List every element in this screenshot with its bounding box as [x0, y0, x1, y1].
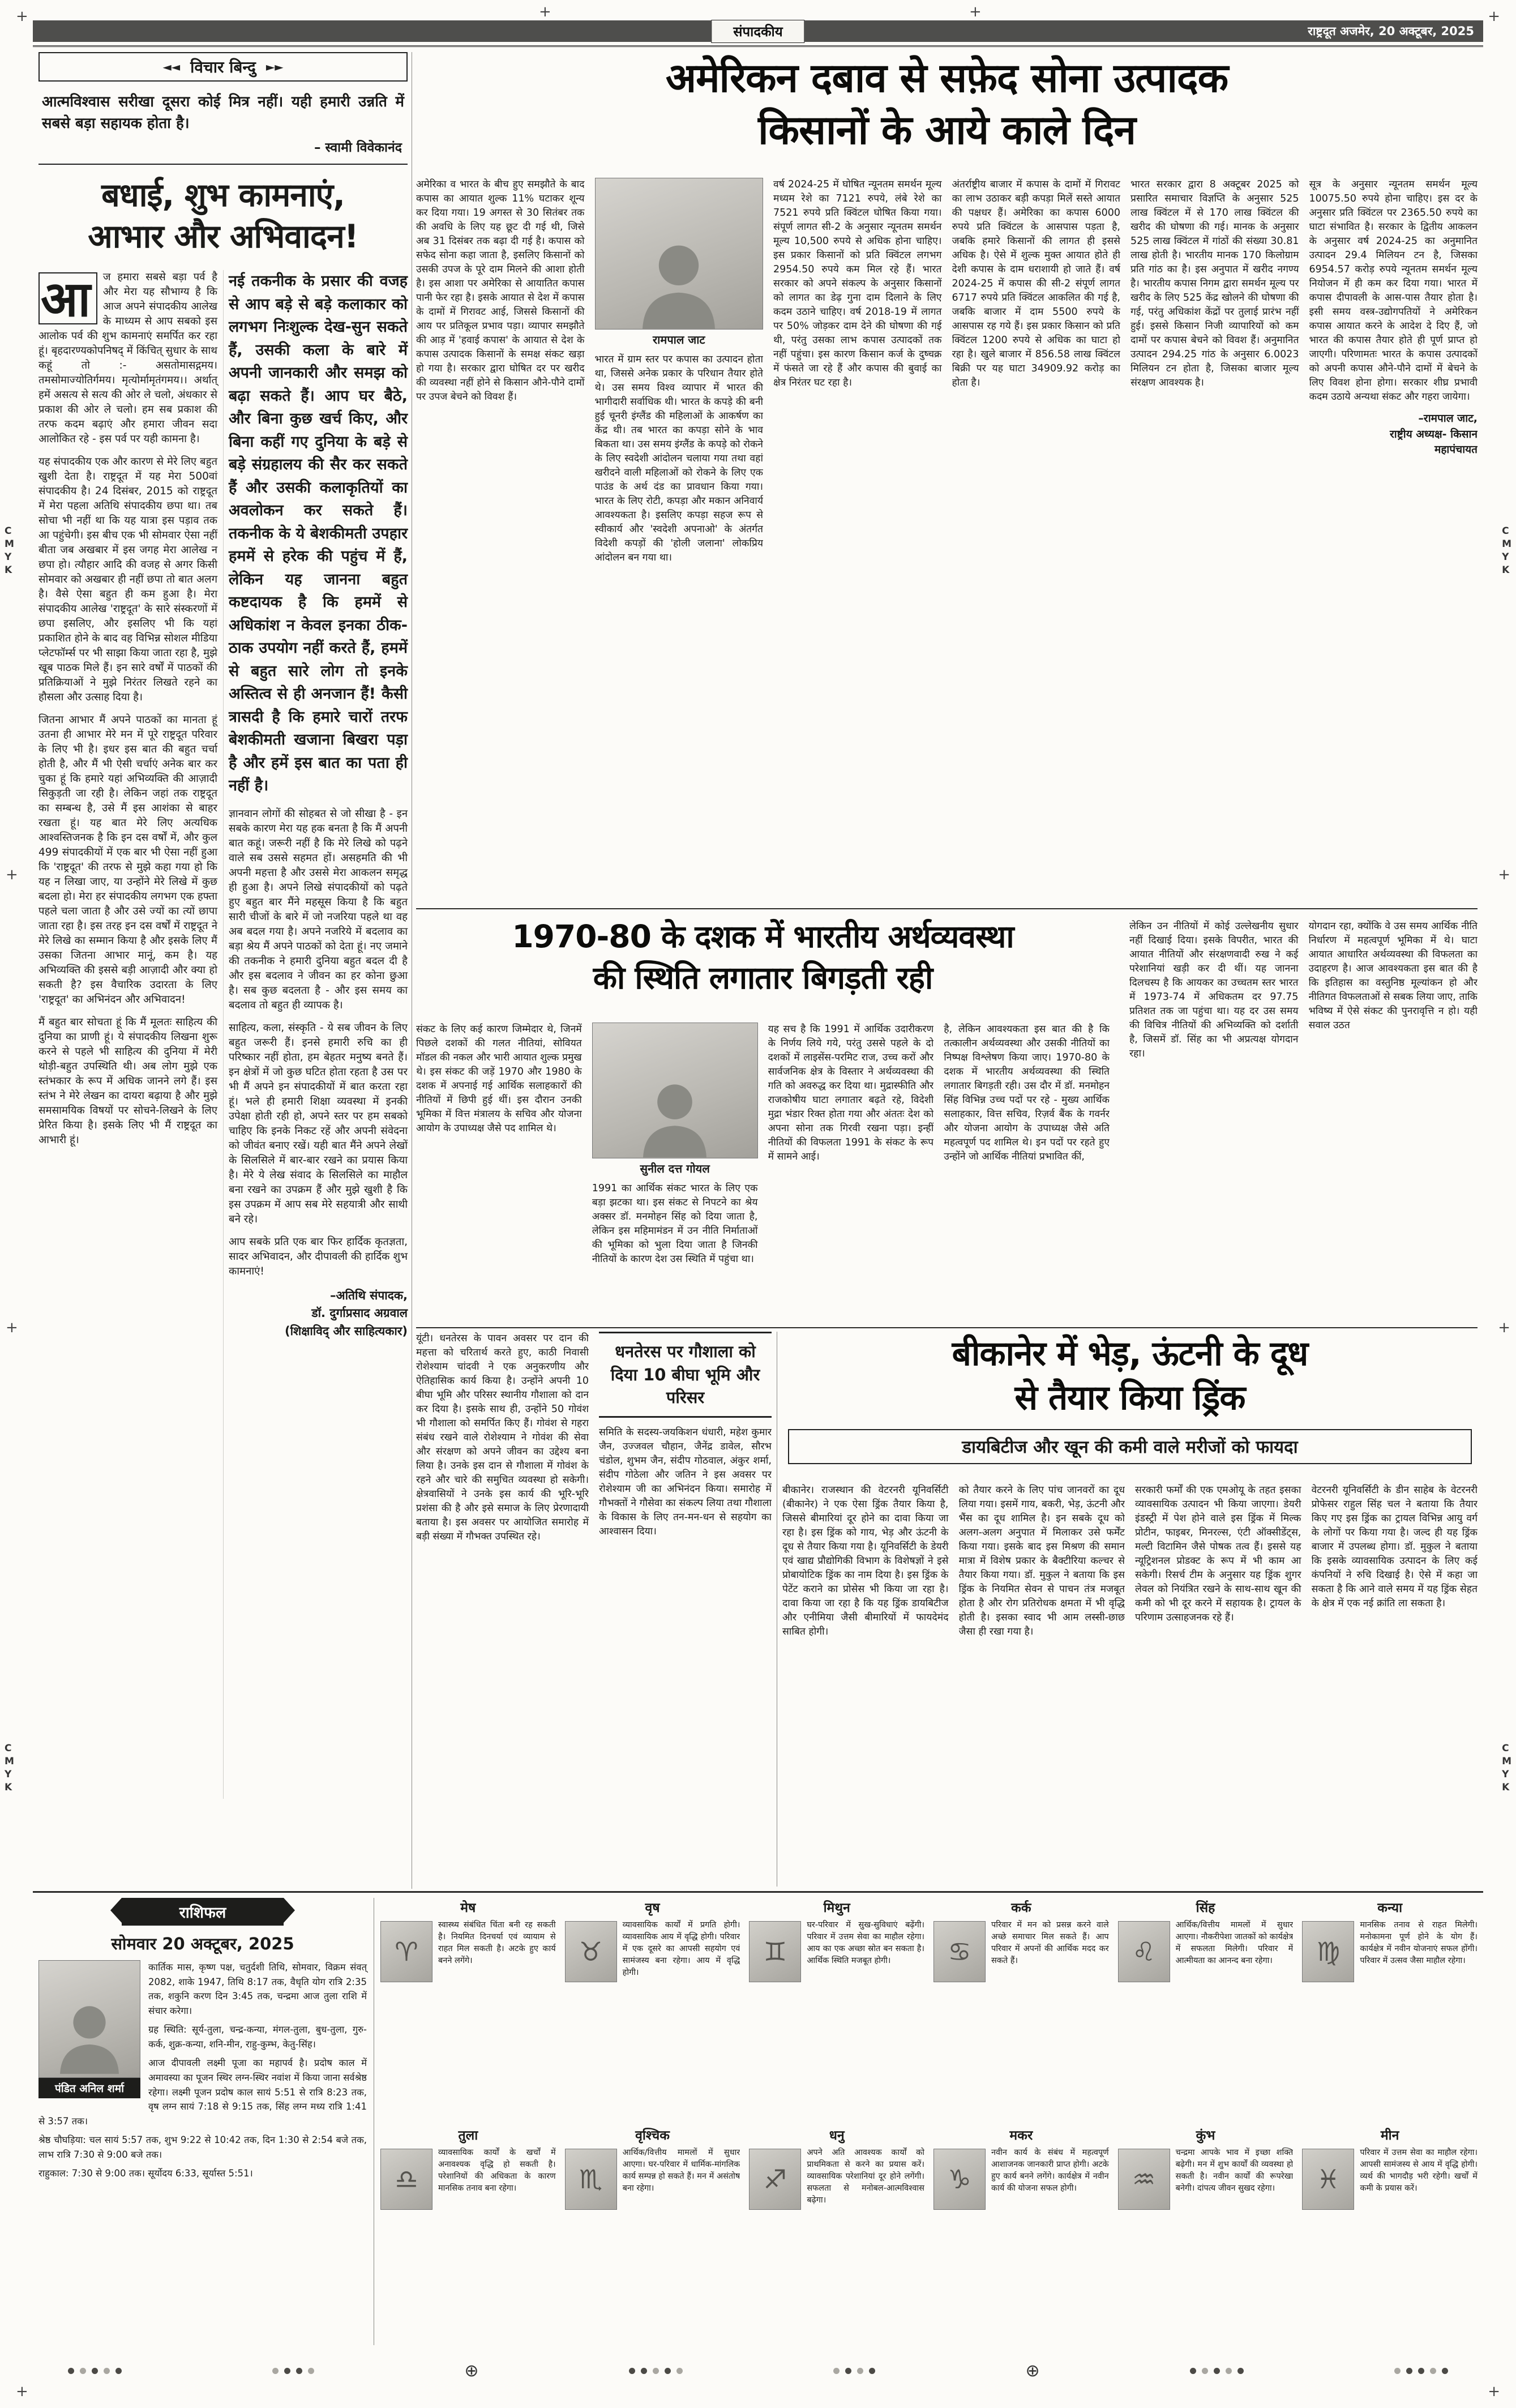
- article-column: है, लेकिन आवश्यकता इस बात की है कि तत्कालीन अर्थव्यवस्था और उसकी नीतियों का निष्पक्ष विश्लेषण किया जाए। 1970-80 के दशक में भारतीय अर्थव्यवस्था की स्थिति लगातार बिगड़ती रही। उस दौर में डॉ. मनमोहन सिंह विभिन्न उच्च पदों पर रहे - मुख्य आर्थिक सलाहकार, वित्त सचिव, रिज़र्व बैंक के गवर्नर और योजना आयोग के उपाध्यक्ष जैसे अति महत्वपूर्ण पद शामिल थे। इन पदों पर रहते हुए उन्होंने जो आर्थिक नीतियां प्रभावित कीं,: [944, 1024, 1110, 1162]
- registration-cmyk: C M Y K: [5, 525, 14, 576]
- gaushala-headline: धनतेरस पर गौशाला को दिया 10 बीघा भूमि और परिसर: [599, 1332, 772, 1418]
- article-column: यह सच है कि 1991 में आर्थिक उदारीकरण के निर्णय लिये गये, परंतु उससे पहले के दो दशकों में लाइसेंस-परमिट राज, उच्च करों और सार्वजनिक क्षेत्र के विस्तार ने अर्थव्यवस्था की गति को अवरुद्ध कर दिया था। मुद्रास्फीति और राजकोषीय घाटा लगातार बढ़ते रहे, विदेशी मुद्रा भंडार रिक्त होता गया और अंततः देश को अपना सोना तक गिरवी रखना पड़ा। इन्हीं नीतियों की विफलता 1991 के संकट के रूप में सामने आई।: [768, 1024, 934, 1162]
- rashifal-left-panel: [38, 1898, 367, 2345]
- economy-left-block: [416, 916, 1110, 1325]
- zodiac-image: ♓: [1302, 2149, 1354, 2210]
- color-dots: [1190, 2368, 1244, 2374]
- economy-columns: [416, 1023, 1110, 1325]
- article-column: धनतेरस पर गौशाला को दिया 10 बीघा भूमि और परिसर समिति के सदस्य-जयकिशन धंधारी, महेश कुमार जैन, उज्जवल चौहान, जैनेंद्र डावेल, सौरभ चंडोल, शुभम जैन, संदीप गोठवाल, अंकुर शर्मा, संदीप गोठेला और जतिन ने इस अवसर पर रोशेश्याम जी का अभिनंदन किया। समारोह में गौभक्तों ने गौसेवा का संकल्प लिया तथा गौशाला के विकास के लिए तन-मन-धन से सहयोग का आश्वासन दिया।: [599, 1332, 772, 1887]
- author-photo-caption: रामपाल जाट: [653, 333, 705, 347]
- gaushala-columns: [416, 1332, 772, 1887]
- zodiac-image: ♈: [380, 1921, 432, 1982]
- quote-attribution: – स्वामी विवेकानंद: [314, 140, 402, 156]
- color-dots: [1394, 2368, 1448, 2374]
- paper-name-date: राष्ट्रदूत अजमेर, 20 अक्टूबर, 2025: [1308, 24, 1474, 38]
- zodiac-image: ♌: [1118, 1921, 1170, 1982]
- right-arrow-icon: ►►: [265, 60, 284, 74]
- zodiac-cell-kumbh: कुंभ ♒ चन्द्रमा आपके भाव में इच्छा शक्ति बढ़ेगी। मन में शुभ कार्यों की व्यवस्था हो सकती है। नवीन कार्यों की रूपरेखा बनेगी। दांपत्य जीवन सुखद रहेगा।: [1118, 2125, 1294, 2345]
- color-dots: [833, 2368, 875, 2374]
- zodiac-cell-mesh: मेष ♈ स्वास्थ्य संबंधित चिंता बनी रह सकती है। नियमित दिनचर्या एवं व्यायाम से राहत मिल सकती है। अटके हुए कार्य बनने लगेंगे।: [380, 1898, 556, 2118]
- article-column: वेटरनरी यूनिवर्सिटी के डीन साहेब के वेटरनरी प्रोफेसर राहुल सिंह चल ने बताया कि तैयार किए गए इस ड्रिंक का ट्रायल विभिन्न आयु वर्ग के लोगों पर किया गया है। जल्द ही यह ड्रिंक बाजार में उपलब्ध होगा। डॉ. मुकुल ने बताया कि इसके व्यावसायिक उत्पादन के लिए कई कंपनियों ने रुचि दिखाई है। ऐसे में कहा जा सकता है कि आने वाले समय में यह ड्रिंक सेहत के क्षेत्र में एक नई क्रांति ला सकता है।: [1311, 1485, 1478, 1609]
- editorial-body: [38, 270, 408, 1799]
- article-column: भारत सरकार द्वारा 8 अक्टूबर 2025 को प्रसारित समाचार विज्ञप्ति के अनुसार 525 लाख क्विंटल में से 170 लाख क्विंटल की खरीद की घोषणा की गई। मानक के अनुसार 525 लाख क्विंटल में गांठों की संख्या 30.81 लाख होती है। भारतीय मानक 170 किलोग्राम प्रति गांठ का है। इस अनुपात में खरीद नगण्य है। भारतीय कपास निगम द्वारा समर्थन मूल्य पर खरीद के लिए 525 केंद्र खोलने की घोषणा की गई, परंतु अधिकांश केंद्रों पर तुलाई प्रारंभ नहीं हुई। इससे किसान निजी व्यापारियों को कम दामों पर कपास बेचने को विवश हैं। अनुमानित उत्पादन 294.25 गांठ के अनुसार 6.0023 मिलियन टन होता है, जिसका बाजार मूल्य संरक्षण आवश्यक है।: [1130, 179, 1299, 388]
- zodiac-image: ♑: [933, 2149, 986, 2210]
- economy-article: [416, 916, 1478, 1325]
- panchang-text: कार्तिक मास, कृष्ण पक्ष, चतुर्दशी तिथि, सोमवार, विक्रम संवत् 2082, शाके 1947, तिथि 8:17 तक, वैधृति योग रात्रि 2:35 तक, शकुनि करण दिन 3:45 तक, चन्द्रमा आज तुला राशि में संचार करेगा। ग्रह स्थिति: सूर्य-तुला, चन्द्र-कन्या, मंगल-तुला, बुध-तुला, गुरु-कर्क, शुक्र-कन्या, शनि-मीन, राहु-कुम्भ, केतु-सिंह। आज दीपावली लक्ष्मी पूजा का महापर्व है। प्रदोष काल में अमावस्या का पूजन स्थिर लग्न-स्थिर नवांश में किया जाना सर्वश्रेष्ठ रहेगा। लक्ष्मी पूजन प्रदोष काल सायं 5:51 से रात्रि 8:23 तक, वृष लग्न सायं 7:18 से 9:15 तक, सिंह लग्न मध्य रात्रि 1:41 से 3:57 तक। श्रेष्ठ चौघड़िया: चल सायं 5:57 तक, शुभ 9:22 से 10:42 तक, दिन 1:30 से 2:54 बजे तक, लाभ रात्रि 7:30 से 9:00 बजे तक। राहुकाल: 7:30 से 9:00 तक। सूर्योदय 6:33, सूर्यास्त 5:51।: [38, 1962, 367, 2179]
- quote-text: आत्मविश्वास सरीखा दूसरा कोई मित्र नहीं। यही हमारी उन्नति में सबसे बड़ा सहायक होता है।: [42, 93, 404, 132]
- cotton-signature: –रामपाल जाट, राष्ट्रीय अध्यक्ष- किसान महापंचायत: [1390, 412, 1478, 456]
- zodiac-image: ♎: [380, 2149, 432, 2210]
- paragraph: साहित्य, कला, संस्कृति - ये सब जीवन के लिए बहुत जरूरी हैं। इनसे हमारी रुचि का ही परिष्कार नहीं होता, हम बेहतर मनुष्य बनते हैं। इन क्षेत्रों में जो कुछ घटित होता रहता है उस पर भी मैं अपने इन संपादकीयों में बात करता रहा हूं। भले ही हमारी शिक्षा व्यवस्था में इनकी उपेक्षा होती रही हो, अपने स्तर पर हम सबको चाहिए कि इनके निकट रहें और अपनी संवेदना को जीवंत बनाए रखें। यही बात मैंने अपने लेखों के सिलसिले में बार-बार रखने का प्रयास किया है। मेरे ये लेख संवाद के सिलसिले का माहौल बना रखने का उपक्रम हैं और मुझे खुशी है कि इस उपक्रम में आप सब मेरे सहयात्री और साथी बने रहे।: [229, 1021, 408, 1225]
- paragraph: मैं बहुत बार सोचता हूं कि मैं मूलतः साहित्य की दुनिया का प्राणी हूं। ये संपादकीय लिखना शुरू करने से पहले भी साहित्य की दुनिया में मेरी थोड़ी-बहुत उपस्थिति थी। अब लोग मुझे एक स्तंभकार के रूप में अधिक जानने लगे हैं। इस स्तंभ ने मेरे लेखन का दायरा बढ़ाया है और मुझे समसामयिक विषयों पर सोचने-लिखने के लिए प्रेरित किया है। इसके लिए भी मैं राष्ट्रदूत का आभारी हूं।: [38, 1016, 217, 1147]
- article-column: सुनील दत्त गोयल 1991 का आर्थिक संकट भारत के लिए एक बड़ा झटका था। इस संकट से निपटने का श्रेय अक्सर डॉ. मनमोहन सिंह को दिया जाता है, लेकिन इस महिमामंडन में उन नीति निर्माताओं की भूमिका को भुला दिया जाता है जिनकी नीतियों के कारण देश उस स्थिति में पहुंचा था।: [592, 1023, 758, 1325]
- zodiac-cell-singh: सिंह ♌ आर्थिक/वित्तीय मामलों में सुधार आएगा। नौकरीपेशा जातकों को कार्यक्षेत्र में सफलता मिलेगी। परिवार में आत्मीयता का आनन्द बना रहेगा।: [1118, 1898, 1294, 2118]
- article-divider: [416, 908, 1478, 909]
- author-photo: [592, 1023, 758, 1158]
- zodiac-cell-dhanu: धनु ♐ अपने अति आवश्यक कार्यों को प्राथमिकता से करने का प्रयास करें। व्यावसायिक परेशानियां दूर होने लगेंगी। सफलता से मनोबल-आत्मविश्वास बढ़ेगा।: [749, 2125, 924, 2345]
- article-column: यूंटी। धनतेरस के पावन अवसर पर दान की महत्ता को चरितार्थ करते हुए, काठी निवासी रोशेश्याम चांदवी ने एक अनुकरणीय और ऐतिहासिक कार्य किया है। उन्होंने अपनी 10 बीघा भूमि और परिसर स्थानीय गौशाला को दान कर दिया है। इसके साथ ही, उन्होंने 50 गोवंश भी गौशाला को समर्पित किए हैं। गोवंश से गहरा संबंध रखने वाले रोशेश्याम ने गोवंश की सेवा और संरक्षण को अपने जीवन का उद्देश्य बना लिया है। उनके इस दान से गौशाला में गोवंश के रहने और चारे की समुचित व्यवस्था हो सकेगी। क्षेत्रवासियों ने उनके इस कार्य की भूरि-भूरि प्रशंसा की है और इसे समाज के लिए प्रेरणादायी बताया है। इस अवसर पर आयोजित समारोह में बड़ी संख्या में गौभक्त उपस्थित रहे।: [416, 1333, 589, 1542]
- crop-mark: +: [6, 1319, 18, 1336]
- zodiac-cell-makar: मकर ♑ नवीन कार्य के संबंध में महत्वपूर्ण आशाजनक जानकारी प्राप्त होगी। अटके हुए कार्य बनने लगेंगे। कार्यक्षेत्र में नवीन कार्य की योजना सफल होगी।: [933, 2125, 1109, 2345]
- paragraph: यह संपादकीय एक और कारण से मेरे लिए बहुत खुशी देता है। राष्ट्रदूत में यह मेरा 500वां संपादकीय है। 24 दिसंबर, 2015 को राष्ट्रदूत में मेरा पहला अतिथि संपादकीय छपा था। तब सोचा भी नहीं था कि यह यात्रा इस पड़ाव तक आ पहुंचेगी। इस बीच एक भी सोमवार ऐसा नहीं बीता जब अखबार में इस जगह मेरा आलेख न छपा हो। त्यौहार आदि की वजह से अगर किसी सोमवार को अखबार ही नहीं छपा तो बात अलग है। वैसे ऐसा बहुत ही कम हुआ है। मेरा संपादकीय आलेख 'राष्ट्रदूत' के सारे संस्करणों में छपा इसलिए, और इसलिए भी कि यहां प्रकाशित होने के बाद वह विभिन्न सोशल मीडिया प्लेटफॉर्म्स पर भी साझा किया जाता रहा है, मुझे खूब पाठक मिले हैं। इन सारे वर्षों में पाठकों की प्रतिक्रियाओं ने मुझे निरंतर लिखते रहने का हौसला और उत्साह दिया है।: [38, 456, 217, 704]
- author-photo-caption: सुनील दत्त गोयल: [640, 1162, 710, 1175]
- crop-mark: +: [1488, 8, 1500, 25]
- cotton-article: [416, 52, 1478, 904]
- zodiac-cell-meen: मीन ♓ परिवार में उत्तम सेवा का माहौल रहेगा। आपसी सामंजस्य से आय में वृद्धि होगी। व्यर्थ की भागदौड़ भरी रहेगी। खर्चों में कमी के प्रयास करें।: [1302, 2125, 1478, 2345]
- zodiac-image: ♊: [749, 1921, 801, 1982]
- drop-cap: आ: [38, 272, 97, 324]
- cotton-columns: [416, 178, 1478, 901]
- article-column: रामपाल जाट भारत में ग्राम स्तर पर कपास का उत्पादन होता था, जिससे अनेक प्रकार के परिधान तैयार होते थे। उस समय विश्व व्यापार में भारत की भागीदारी सर्वाधिक थी। भारत के कपड़े की बनी हुई चूनरी इंग्लैंड की महिलाओं के आकर्षण का केंद्र थी। तब भारत का कपड़ा सोने के भाव बिकता था। उस समय इंग्लैंड के कपड़े को रोकने के लिए स्वदेशी आंदोलन चलाया गया तथा वहां खरीदने वाली महिलाओं को रोकने के लिए एक पाउंड के अर्थ दंड का प्रावधान किया गया। भारत के लिए रोटी, कपड़ा और मकान अनिवार्य आवश्यकता है। इसलिए कपड़ा सहज रूप से स्वीकार्य और 'स्वदेशी अपनाओ' के अंतर्गत विदेशी कपड़ों की 'होली जलाना' लोकप्रिय आंदोलन बन गया था।: [595, 178, 764, 901]
- vichar-bindu-header: [38, 52, 408, 82]
- print-control-strip: [68, 2361, 1448, 2381]
- pandit-photo: [38, 1960, 140, 2078]
- registration-cmyk: C M Y K: [5, 1743, 14, 1793]
- zodiac-grid: [380, 1898, 1478, 2345]
- article-column: लेकिन उन नीतियों में कोई उल्लेखनीय सुधार नहीं दिखाई दिया। इसके विपरीत, भारत की आयात नीतियों और संरक्षणवादी रुख ने कई परेशानियां खड़ी कर दी थीं। यह जानना दिलचस्प है कि आयकर का उच्चतम स्तर भारत में 1973-74 में अधिकतम दर 97.75 प्रतिशत तक जा पहुंचा था। यह दर उस समय की विचित्र नीतियों की अभिव्यक्ति को दर्शाती है, जिसमें डॉ. सिंह का भी अप्रत्यक्ष योगदान रहा।: [1129, 921, 1299, 1059]
- zodiac-image: ♉: [565, 1921, 617, 1982]
- zodiac-cell-kark: कर्क ♋ परिवार में मन को प्रसन्न करने वाले अच्छे समाचार मिल सकते हैं। आप परिवार में अपनों की आर्थिक मदद कर सकते हैं।: [933, 1898, 1109, 2118]
- article-column: को तैयार करने के लिए पांच जानवरों का दूध लिया गया। इसमें गाय, बकरी, भेड़, ऊंटनी और भैंस का दूध शामिल है। इन सबके दूध को अलग-अलग अनुपात में मिलाकर उसे फर्मेंट किया गया। इसके बाद इस मिश्रण की समान मात्रा में विशेष प्रकार के बैक्टीरिया कल्चर से तैयार किया गया। डॉ. मुकुल ने बताया कि इस ड्रिंक के नियमित सेवन से पाचन तंत्र मजबूत होता है और रोग प्रतिरोधक क्षमता में भी वृद्धि होती है। इसका स्वाद भी आम लस्सी-छाछ जैसा ही रखा गया है।: [958, 1485, 1125, 1637]
- article-column: सरकारी फर्मों की एक एमओयू के तहत इसका व्यावसायिक उत्पादन भी किया जाएगा। डेयरी इंडस्ट्री में पेश होने वाले इस ड्रिंक में मिल्क प्रोटीन, फाइबर, मिनरल्स, एंटी ऑक्सीडेंट्स, मल्टी विटामिन जैसे पोषक तत्व हैं। इससे यह न्यूट्रिशनल प्रोडक्ट के रूप में भी काम आ सकेगी। रिसर्च टीम के अनुसार यह ड्रिंक शुगर लेवल को नियंत्रित रखने के साथ-साथ खून की कमी को भी दूर करने में सहायक है। ट्रायल के परिणाम उत्साहजनक रहे हैं।: [1135, 1485, 1301, 1623]
- zodiac-cell-kanya: कन्या ♍ मानसिक तनाव से राहत मिलेगी। मनोकामना पूर्ण होने के योग हैं। कार्यक्षेत्र में नवीन योजनाएं सफल होंगी। परिवार में उत्सव जैसा माहौल रहेगा।: [1302, 1898, 1478, 2118]
- article-column: अमेरिका व भारत के बीच हुए समझौते के बाद कपास का आयात शुल्क 11% घटाकर शून्य कर दिया गया। 19 अगस्त से 30 सितंबर तक की अवधि के लिए यह छूट दी गई थी, जिसे अब 31 दिसंबर तक बढ़ा दी गई है। कपास को सफेद सोना कहा जाता है, इसलिए किसानों को उसकी उपज के पूरे दाम मिलने की आशा होती है। इस आशा पर अमेरिका से आयातित कपास पानी फेर रहा है। इसके आयात से देश में कपास के दामों में गिरावट आई, जिससे किसानों की आय पर प्रतिकूल प्रभाव पड़ा। व्यापार समझौते की आड़ में 'हवाई कपास' के आयात से देश के कपास उत्पादक किसानों के समक्ष संकट खड़ा हो गया है। सरकार द्वारा घोषित दर पर खरीद की व्यवस्था नहीं होने से किसान औने-पौने दामों पर उपज बेचने को विवश हैं।: [416, 179, 585, 403]
- crop-mark: +: [16, 2383, 28, 2400]
- pandit-name: पंडित अनिल शर्मा: [38, 2078, 140, 2098]
- article-column: बीकानेर। राजस्थान की वेटरनरी यूनिवर्सिटी (बीकानेर) ने एक ऐसा ड्रिंक तैयार किया है, जिससे बीमारियां दूर होने का दावा किया जा रहा है। इस ड्रिंक को गाय, भेड़ और ऊंटनी के दूध से तैयार किया गया है। यूनिवर्सिटी के डेयरी एवं खाद्य प्रौद्योगिकी विभाग के विशेषज्ञों ने इसे प्रोबायोटिक ड्रिंक का नाम दिया है। इस ड्रिंक के पेटेंट कराने का प्रोसेस भी किया जा रहा है। दावा किया जा रहा है कि यह ड्रिंक डायबिटीज और एनीमिया जैसी बीमारियों में फायदेमंद साबित होगी।: [782, 1485, 949, 1637]
- color-dots: [629, 2368, 683, 2374]
- editorial-headline: बधाई, शुभ कामनाएं, आभार और अभिवादन!: [88, 177, 358, 256]
- drink-article: [782, 1332, 1478, 1887]
- cotton-headline: अमेरिकन दबाव से सफ़ेद सोना उत्पादक किसानों के आये काले दिन: [665, 54, 1228, 154]
- zodiac-image: ♐: [749, 2149, 801, 2210]
- paragraph: आ ज हमारा सबसे बड़ा पर्व है और मेरा यह सौभाग्य है कि आज अपने संपादकीय आलेख के माध्यम से आप सबको इस आलोक पर्व की शुभ कामनाएं समर्पित कर रहा हूं। बृहदारण्यकोपनिषद् में किंचित् सुधार के साथ कहूं तो :- असतोमासद्गमय। तमसोमाज्योतिर्गमय। मृत्योर्मामृतंगमय।। अर्थात् हमें असत्य से सत्य की ओर ले चलो, अंधकार से प्रकाश की ओर ले चलो। हम सब प्रकाश की तरफ कदम बढ़ाएं और हमारा जीवन सदा आलोकित रहे - इस पर्व पर यही कामना है।: [38, 271, 218, 446]
- crop-mark: +: [969, 3, 982, 20]
- crop-mark: +: [1498, 866, 1510, 883]
- paragraph: जितना आभार मैं अपने पाठकों का मानता हूं उतना ही आभार मेरे मन में पूरे राष्ट्रदूत परिवार के लिए भी है। इधर इस बात की बहुत चर्चा होती है, और मैं भी ऐसी चर्चाएं अनेक बार कर चुका हूं कि हमारे यहां अभिव्यक्ति की आज़ादी सिकुड़ती जा रही है। लेकिन जहां तक राष्ट्रदूत का सम्बन्ध है, उसे मैं इस आशंका से बाहर रखता हूं। यह बात मेरे लिए अत्यधिक आश्वस्तिजनक है कि इन दस वर्षों में, और कुल 499 संपादकीयों में एक बार भी ऐसा नहीं हुआ कि 'राष्ट्रदूत' की तरफ से मुझे कहा गया हो कि यह न लिखा जाए, या उन्होंने मेरे लिखे में कुछ बदला हो। मेरा हर संपादकीय लगभग एक हफ्ता पहले चला जाता है और उसे ज्यों का त्यों छापा जाता रहा है। इस तरह इन दस वर्षों में राष्ट्रदूत ने मेरे लिखे का सम्मान किया है और इसके लिए मैं उसका जितना आभार मानूं, कम है। यह अभिव्यक्ति की इससे बड़ी आज़ादी और क्या हो सकती है? इस वैचारिक उदारता के लिए 'राष्ट्रदूत' का अभिनंदन और अभिवादन!: [38, 714, 217, 1006]
- zodiac-cell-vrishchik: वृश्चिक ♏ आर्थिक/वित्तीय मामलों में सुधार आएगा। घर-परिवार में धार्मिक-मांगलिक कार्य सम्पन्न हो सकते हैं। मन में असंतोष बना रहेगा।: [565, 2125, 740, 2345]
- rashifal-section: [38, 1898, 1478, 2345]
- vichar-bindu-title: विचार बिन्दु: [190, 58, 256, 76]
- zodiac-image: ♍: [1302, 1921, 1354, 1982]
- zodiac-image: ♏: [565, 2149, 617, 2210]
- paragraph: आप सबके प्रति एक बार फिर हार्दिक कृतज्ञता, सादर अभिवादन, और दीपावली की हार्दिक शुभ कामनाएं!: [229, 1235, 408, 1277]
- drink-headline: बीकानेर में भेड़, ऊंटनी के दूध से तैयार किया ड्रिंक: [952, 1334, 1308, 1418]
- panchang-block: [38, 1960, 367, 2181]
- color-dots: [272, 2368, 314, 2374]
- rashifal-ribbon: राशिफल: [122, 1898, 284, 1926]
- article-column: योगदान रहा, क्योंकि वे उस समय आर्थिक नीति निर्धारण में महत्वपूर्ण भूमिका में थे। घाटा आयात आधारित अर्थव्यवस्था की विफलता का उदाहरण है। आज आवश्यकता इस बात की है कि इतिहास का वस्तुनिष्ठ मूल्यांकन हो और नीतिगत विफलताओं से सबक लिया जाए, ताकि भविष्य में ऐसे संकट की पुनरावृत्ति न हो। यही सवाल उठत: [1308, 921, 1478, 1031]
- economy-headline: 1970-80 के दशक में भारतीय अर्थव्यवस्था की स्थिति लगातार बिगड़ती रही: [512, 918, 1014, 996]
- section-title: संपादकीय: [711, 20, 804, 43]
- article-column: संकट के लिए कई कारण जिम्मेदार थे, जिनमें पिछले दशकों की गलत नीतियां, सोवियत मॉडल की नकल और भारी आयात शुल्क प्रमुख थे। इस संकट की जड़ें 1970 और 1980 के दशक में अपनाई गई आर्थिक सलाहकारों की नीतियों में छिपी हुई थीं। इस दौरान उनकी भूमिका में वित्त मंत्रालय के सचिव और योजना आयोग के उपाध्यक्ष जैसे पद शामिल थे।: [416, 1024, 582, 1134]
- crop-mark: +: [6, 866, 18, 883]
- article-divider: [416, 1327, 1478, 1328]
- left-arrow-icon: ◄◄: [162, 60, 181, 74]
- rashifal-divider: [33, 1891, 1483, 1893]
- article-column: सूत्र के अनुसार न्यूनतम समर्थन मूल्य 10075.50 रुपये होना चाहिए। इस दर के अनुसार प्रति क्विंटल पर 2365.50 रुपये का घाटा संभावित है। सरकार के द्वितीय आकलन के अनुसार वर्ष 2024-25 का अनुमानित उत्पादन 29.4 मिलियन टन है, जिसका 6954.57 करोड़ रुपये न्यूनतम समर्थन मूल्य नियोजन में ही कम कर दिया गया। भारत में कपास दीपावली के आस-पास तैयार होता है। इसी समय वस्त्र-उद्योगपतियों ने अमेरिकन कपास आयात करने के आदेश दे दिए हैं, जो भारत की कपास तैयार होते ही पूर्ण प्राप्त हो जाएगी। परिणामतः भारत के कपास उत्पादकों को अपनी कपास औने-पौने दामों में बेचने के लिए विवश होना होगा। सरकार शीघ्र प्रभावी कदम उठाये अन्यथा संकट और गहरा जायेगा। –रामपाल जाट, राष्ट्रीय अध्यक्ष- किसान महापंचायत: [1309, 178, 1478, 901]
- left-editorial-column: [38, 52, 408, 1799]
- zodiac-cell-mithun: मिथुन ♊ घर-परिवार में सुख-सुविधाएं बढ़ेंगी। परिवार में उत्तम सेवा का माहौल रहेगा। आय का एक अच्छा स्रोत बन सकता है। आर्थिक स्थिति मजबूत होगी।: [749, 1898, 924, 2118]
- gaushala-article: [416, 1332, 772, 1887]
- crop-mark: +: [1498, 1319, 1510, 1336]
- zodiac-cell-vrish: वृष ♉ व्यावसायिक कार्यों में प्रगति होगी। व्यावसायिक आय में वृद्धि होगी। परिवार में एक दूसरे का आपसी सहयोग एवं सामंजस्य बना रहेगा। आय में वृद्धि होगी।: [565, 1898, 740, 2118]
- paragraph: ज्ञानवान लोगों की सोहबत से जो सीखा है - इन सबके कारण मेरा यह हक बनता है कि मैं अपनी बात कहूं। जरूरी नहीं है कि मेरे लिखे को पढ़ने वाले सब उससे सहमत हों। असहमति की भी अपनी महत्ता है और उससे मेरा आकलन समृद्ध ही हुआ है। अपने लिखे संपादकीयों को पढ़ते हुए बहुत बार मैंने महसूस किया है कि बहुत सारी चीजों के बारे में जो नजरिया पहले था वह अब बदल गया है। अपने नजरिये में बदलाव का बड़ा श्रेय मैं अपने पाठकों को देता हूं। नए जमाने की तकनीक ने हमारी दुनिया बहुत बदल दी है और इस बदलाव ने जीवन का हर कोना छुआ है। सब कुछ बदलता है - और इस समय का बदलाव तो बहुत ही व्यापक है।: [229, 807, 408, 1011]
- color-dots: [68, 2368, 122, 2374]
- crop-mark: +: [16, 8, 28, 25]
- article-column: अंतर्राष्ट्रीय बाजार में कपास के दामों में गिरावट का लाभ उठाकर बड़ी कपड़ा मिलें सस्ते आयात की पक्षधर हैं। अमेरिका का कपास 6000 रुपये प्रति क्विंटल के आसपास पड़ता है, जबकि हमारे किसानों की लागत ही इससे अधिक है। ऐसे में शुल्क मुक्त आयात होते ही देशी कपास के दाम धराशायी हो जाते हैं। वर्ष 2024-25 में कपास की सी-2 संपूर्ण लागत 6717 रुपये प्रति क्विंटल आकलित की गई है, जबकि बाजार में दाम 5500 रुपये के आसपास रह गये हैं। इस प्रकार किसान को प्रति क्विंटल 1200 रुपये से अधिक का घाटा हो रहा है। खुले बाजार में 856.58 लाख क्विंटल बिक्री पर यह घाटा 34909.92 करोड़ का होता है।: [952, 179, 1120, 388]
- zodiac-cell-tula: तुला ♎ व्यावसायिक कार्यों के खर्चों में अनावश्यक वृद्धि हो सकती है। परेशानियों की अधिकता के कारण मानसिक तनाव बना रहेगा।: [380, 2125, 556, 2345]
- article-column: वर्ष 2024-25 में घोषित न्यूनतम समर्थन मूल्य मध्यम रेशे का 7121 रुपये, लंबे रेशे का 7521 रुपये प्रति क्विंटल घोषित किया गया। संपूर्ण लागत सी-2 के अनुसार न्यूनतम समर्थन मूल्य 10,500 रुपये से अधिक होना चाहिए। इस प्रकार किसानों को प्रति क्विंटल लगभग 2954.50 रुपये कम मिल रहे हैं। भारत सरकार को अपने संकल्प के अनुसार किसानों को लागत का डेढ़ गुना दाम दिलाने के लिए कदम उठाने चाहिए। वर्ष 2018-19 में लागत पर 50% जोड़कर दाम देने की घोषणा की गई थी, परंतु उसका लाभ कपास उत्पादकों तक नहीं पहुंचा। इस कारण किसान कर्ज के दुष्चक्र में फंसते जा रहे हैं और कपास की बुवाई का क्षेत्र निरंतर घट रहा है।: [773, 179, 942, 388]
- registration-icon: ⊕: [464, 2361, 479, 2381]
- pull-quote: नई तकनीक के प्रसार की वजह से आप बड़े से बड़े कलाकार को लगभग निःशुल्क देख-सुन सकते हैं, उसकी कला के बारे में अपनी जानकारी और समझ को बढ़ा सकते हैं। आप घर बैठे, और बिना कुछ खर्च किए, और बिना कहीं गए दुनिया के बड़े से बड़े संग्रहालय की सैर कर सकते हैं और उसकी कलाकृतियों का अवलोकन कर सकते हैं। तकनीक के ये बेशकीमती उपहार हममें से हरेक की पहुंच में हैं, लेकिन यह जानना बहुत कष्टदायक है कि हममें से अधिकांश न केवल इनका ठीक-ठाक उपयोग नहीं करते हैं, हममें से बहुत सारे लोग तो इनके अस्तित्व से ही अनजान हैं! कैसी त्रासदी है कि हमारे चारों तरफ बेशकीमती खजाना बिखरा पड़ा है और हमें इस बात का पता ही नहीं है।: [229, 272, 408, 795]
- drink-columns: [782, 1483, 1478, 1884]
- editorial-signature: –अतिथि संपादक, डॉ. दुर्गाप्रसाद अग्रवाल (शिक्षाविद् और साहित्यकार): [284, 1288, 408, 1338]
- pandit-block: [38, 1960, 140, 2098]
- registration-cmyk: C M Y K: [1502, 1743, 1511, 1793]
- rashifal-date: सोमवार 20 अक्टूबर, 2025: [111, 1934, 294, 1953]
- registration-cmyk: C M Y K: [1502, 525, 1511, 576]
- zodiac-image: ♋: [933, 1921, 986, 1982]
- divider: [38, 164, 408, 165]
- drink-subhead: डायबिटीज और खून की कमी वाले मरीजों को फायदा: [788, 1429, 1472, 1464]
- page-header-bar: [33, 20, 1483, 42]
- header-rule: [33, 45, 1483, 47]
- crop-mark: +: [539, 3, 551, 20]
- zodiac-image: ♒: [1118, 2149, 1170, 2210]
- registration-icon: ⊕: [1025, 2361, 1040, 2381]
- crop-mark: +: [1488, 2383, 1500, 2400]
- author-photo: [595, 178, 764, 330]
- economy-right-columns: [1129, 919, 1478, 1325]
